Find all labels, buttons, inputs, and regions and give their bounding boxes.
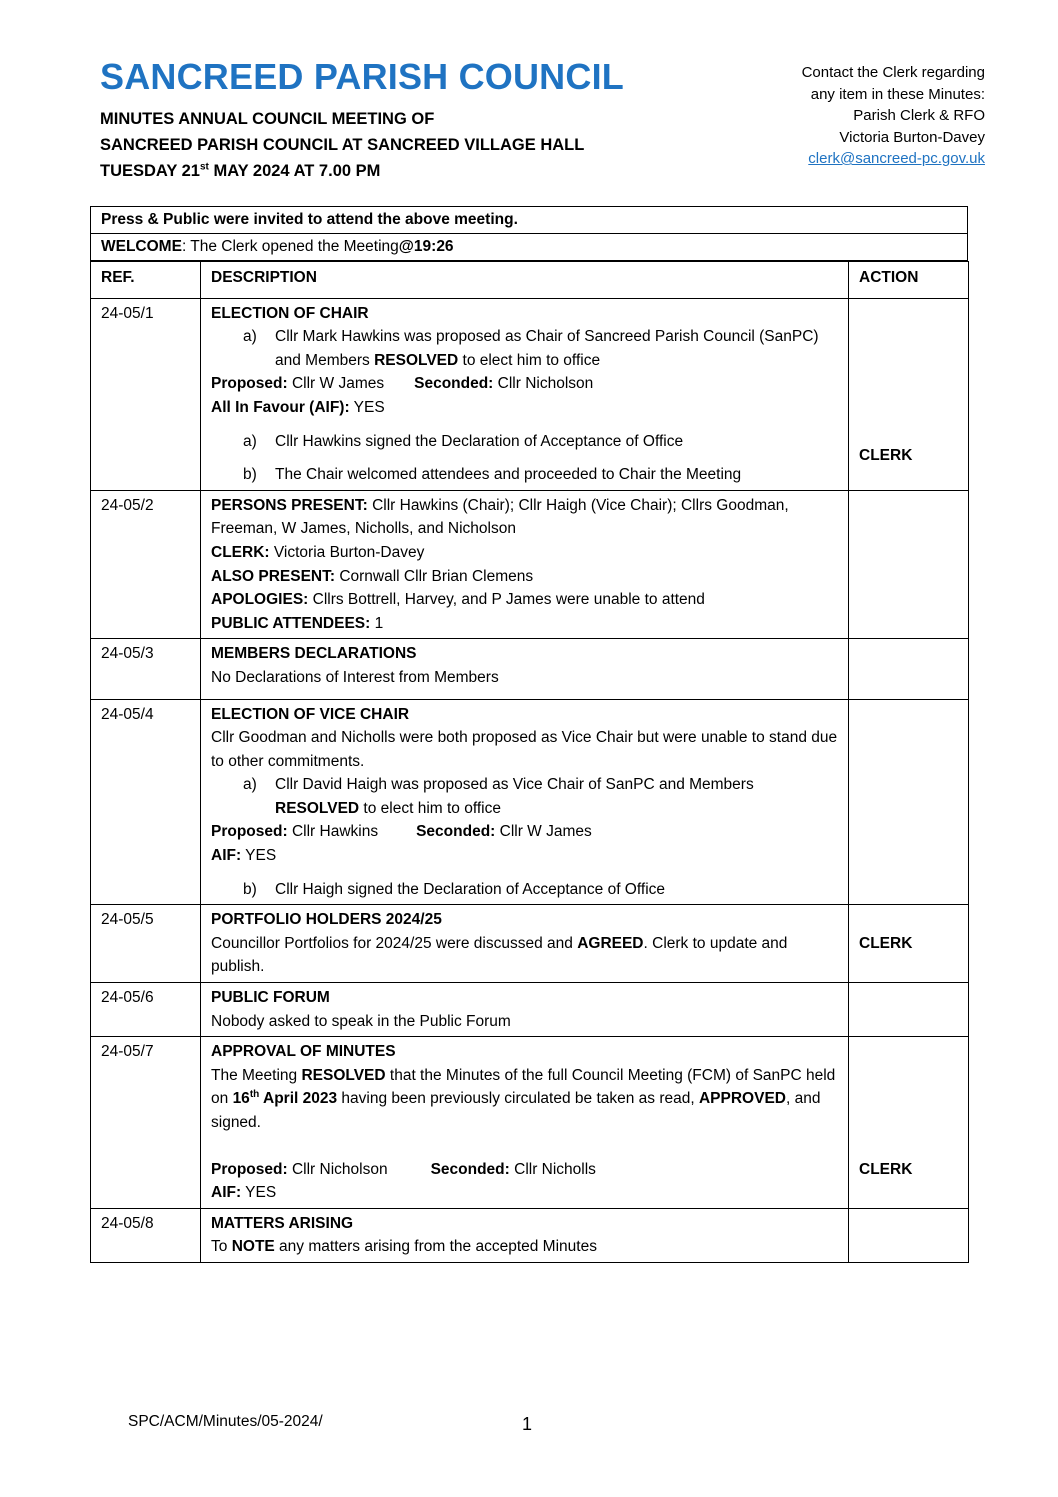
item-ref: 24-05/1 — [91, 298, 201, 490]
item-action — [849, 983, 969, 1037]
page-number: 1 — [522, 1414, 533, 1434]
table-row — [91, 983, 969, 1037]
item-text: The Meeting RESOLVED that the Minutes of the full Council Meeting (FCM) of SanPC held on 16th April 2023 having been previously circulated be taken as read, APPROVED, and signed. — [211, 1066, 836, 1131]
sub-item: a) Cllr David Haigh was proposed as Vice Chair of SanPC and Members RESOLVED to elect him to office — [243, 776, 754, 817]
action-clerk: CLERK — [859, 1161, 913, 1179]
item-heading: APPROVAL OF MINUTES — [211, 1043, 396, 1061]
item-description — [201, 699, 849, 905]
meeting-subtitle — [100, 106, 584, 184]
proposed-line: Proposed: Cllr W James Seconded: Cllr Nicholson — [211, 375, 594, 393]
apologies: APOLOGIES: Cllrs Bottrell, Harvey, and P James were unable to attend — [211, 591, 705, 609]
item-action — [849, 905, 969, 983]
col-description: DESCRIPTION — [201, 262, 849, 299]
press-notice: Press & Public were invited to attend the above meeting. — [91, 207, 968, 234]
public-attendees: PUBLIC ATTENDEES: 1 — [211, 614, 384, 632]
aif-line: AIF: YES — [211, 1184, 277, 1202]
item-text: Cllr Goodman and Nicholls were both proposed as Vice Chair but were unable to stand due to other commitments. — [211, 729, 838, 770]
table-row — [91, 639, 969, 699]
intro-table — [90, 206, 968, 261]
item-text: Nobody asked to speak in the Public Forum — [211, 1012, 511, 1030]
table-row — [91, 490, 969, 639]
aif-line: AIF: YES — [211, 847, 277, 865]
contact-line-2: any item in these Minutes: — [810, 85, 985, 103]
persons-present: PERSONS PRESENT: Cllr Hawkins (Chair); Cllr Haigh (Vice Chair); Cllrs Goodman, Freeman, W James, Nicholls, and Nicholson — [211, 496, 789, 538]
item-heading: PUBLIC FORUM — [211, 989, 330, 1007]
subtitle-line-1: MINUTES ANNUAL COUNCIL MEETING OF — [100, 110, 435, 128]
contact-name: Victoria Burton-Davey — [839, 128, 985, 146]
minutes-table — [90, 261, 969, 1263]
minutes-container — [90, 206, 968, 1263]
proposed-line: Proposed: Cllr Nicholson Seconded: Cllr Nicholls — [211, 1160, 596, 1178]
table-row — [91, 1037, 969, 1209]
item-description — [201, 1208, 849, 1262]
contact-email-link[interactable]: clerk@sancreed-pc.gov.uk — [808, 150, 985, 167]
item-ref: 24-05/7 — [91, 1037, 201, 1209]
item-ref: 24-05/8 — [91, 1208, 201, 1262]
welcome-row: WELCOME: The Clerk opened the Meeting@19:26 — [91, 234, 968, 261]
item-action — [849, 1208, 969, 1262]
proposed-line: Proposed: Cllr Hawkins Seconded: Cllr W James — [211, 823, 592, 841]
table-row — [91, 1208, 969, 1262]
document-reference: SPC/ACM/Minutes/05-2024/ — [128, 1413, 323, 1430]
col-ref: REF. — [91, 262, 201, 299]
action-clerk: CLERK — [859, 935, 913, 953]
contact-role: Parish Clerk & RFO — [853, 107, 985, 124]
column-header-row — [91, 262, 969, 299]
item-action — [849, 639, 969, 699]
item-description — [201, 905, 849, 983]
sub-item: b) Cllr Haigh signed the Declaration of Acceptance of Office — [243, 880, 666, 898]
action-clerk: CLERK — [859, 446, 913, 464]
item-heading: PORTFOLIO HOLDERS 2024/25 — [211, 911, 442, 929]
clerk-present: CLERK: Victoria Burton-Davey — [211, 543, 425, 561]
council-title: SANCREED PARISH COUNCIL — [100, 56, 624, 97]
sub-item: a) Cllr Mark Hawkins was proposed as Chair of Sancreed Parish Council (SanPC) and Members RESOLVED to elect him to office — [243, 328, 819, 369]
sub-item: a) Cllr Hawkins signed the Declaration of Acceptance of Office — [243, 432, 684, 450]
item-ref: 24-05/2 — [91, 490, 201, 639]
item-heading: ELECTION OF CHAIR — [211, 304, 369, 322]
contact-block — [802, 62, 985, 170]
item-description — [201, 298, 849, 490]
item-heading: MATTERS ARISING — [211, 1214, 354, 1232]
item-action — [849, 1037, 969, 1209]
item-action — [849, 490, 969, 639]
subtitle-line-3: TUESDAY 21st MAY 2024 AT 7.00 PM — [100, 161, 381, 180]
aif-line: All In Favour (AIF): YES — [211, 398, 385, 416]
table-row — [91, 298, 969, 490]
item-text: To NOTE any matters arising from the accepted Minutes — [211, 1238, 597, 1256]
item-ref: 24-05/6 — [91, 983, 201, 1037]
item-heading: ELECTION OF VICE CHAIR — [211, 705, 410, 723]
item-heading: MEMBERS DECLARATIONS — [211, 645, 417, 663]
item-text: Councillor Portfolios for 2024/25 were discussed and AGREED. Clerk to update and publish. — [211, 934, 788, 976]
subtitle-line-2: SANCREED PARISH COUNCIL AT SANCREED VILLAGE HALL — [100, 136, 585, 154]
item-action — [849, 298, 969, 490]
item-ref: 24-05/4 — [91, 699, 201, 905]
item-ref: 24-05/3 — [91, 639, 201, 699]
item-description — [201, 1037, 849, 1209]
also-present: ALSO PRESENT: Cornwall Cllr Brian Clemens — [211, 567, 534, 585]
sub-item: b) The Chair welcomed attendees and proceeded to Chair the Meeting — [243, 466, 742, 484]
table-row — [91, 905, 969, 983]
contact-line-1: Contact the Clerk regarding — [801, 64, 985, 81]
item-description — [201, 639, 849, 699]
item-action — [849, 699, 969, 905]
table-row — [91, 699, 969, 905]
item-text: No Declarations of Interest from Members — [211, 668, 499, 686]
item-description — [201, 983, 849, 1037]
item-ref: 24-05/5 — [91, 905, 201, 983]
col-action: ACTION — [849, 262, 969, 299]
item-description — [201, 490, 849, 639]
